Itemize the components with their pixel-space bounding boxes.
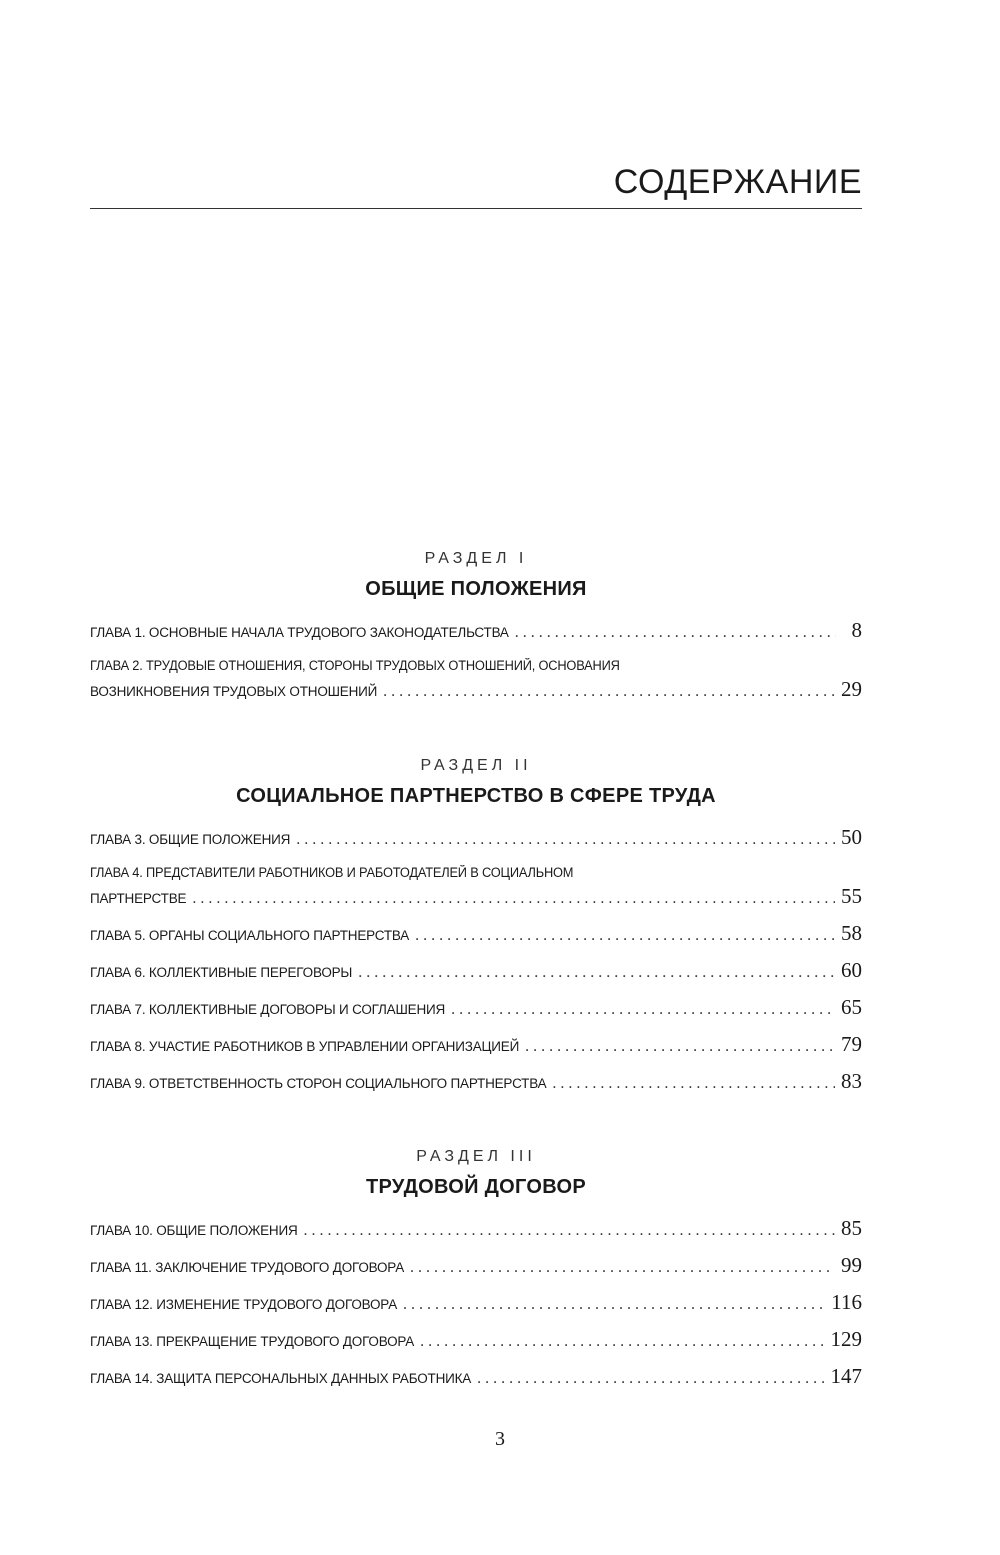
entry-title: ПАРТНЕРСТВЕ: [90, 891, 187, 906]
entry-title: ГЛАВА 13. ПРЕКРАЩЕНИЕ ТРУДОВОГО ДОГОВОРА: [90, 1334, 415, 1349]
toc-entry[interactable]: [90, 862, 862, 908]
entry-page: 65: [841, 995, 862, 1019]
entry-page: 129: [830, 1327, 862, 1351]
dot-leader: [192, 890, 835, 908]
toc-entry[interactable]: [90, 958, 862, 982]
entry-title: ГЛАВА 1. ОСНОВНЫЕ НАЧАЛА ТРУДОВОГО ЗАКОНОДАТЕЛЬСТВА: [90, 625, 509, 640]
dot-leader: [525, 1038, 835, 1056]
entry-page: 147: [830, 1364, 862, 1388]
entry-page: 116: [831, 1290, 862, 1314]
entry-page: 85: [841, 1216, 862, 1240]
entry-page: 29: [841, 677, 862, 701]
toc-entry[interactable]: [90, 618, 862, 642]
toc-entry[interactable]: [90, 1069, 862, 1093]
entry-title: ВОЗНИКНОВЕНИЯ ТРУДОВЫХ ОТНОШЕНИЙ: [90, 684, 378, 699]
entry-title: ГЛАВА 9. ОТВЕТСТВЕННОСТЬ СТОРОН СОЦИАЛЬНОГО ПАРТНЕРСТВА: [90, 1076, 547, 1091]
dot-leader: [304, 1222, 835, 1240]
dot-leader: [515, 624, 836, 642]
dot-leader: [420, 1333, 824, 1351]
dot-leader: [415, 927, 835, 945]
entry-page: 8: [851, 618, 862, 642]
toc-entry[interactable]: [90, 1216, 862, 1240]
entry-page: 55: [841, 884, 862, 908]
entry-page: 79: [841, 1032, 862, 1056]
section-label: РАЗДЕЛ I: [424, 550, 528, 567]
dot-leader: [383, 683, 835, 701]
entry-title-line: ГЛАВА 4. ПРЕДСТАВИТЕЛИ РАБОТНИКОВ И РАБОТОДАТЕЛЕЙ В СОЦИАЛЬНОМ: [90, 865, 574, 880]
entry-page: 60: [841, 958, 862, 982]
toc-section: [90, 757, 862, 1106]
toc-section: [90, 550, 862, 714]
dot-leader: [296, 831, 835, 849]
toc-entries: [90, 1216, 862, 1388]
entry-page: 58: [841, 921, 862, 945]
toc-section: [90, 1148, 862, 1401]
toc-entry[interactable]: [90, 1032, 862, 1056]
title-rule: [90, 208, 862, 209]
entry-title-line: ГЛАВА 2. ТРУДОВЫЕ ОТНОШЕНИЯ, СТОРОНЫ ТРУДОВЫХ ОТНОШЕНИЙ, ОСНОВАНИЯ: [90, 658, 620, 673]
toc-entry[interactable]: [90, 995, 862, 1019]
entry-title: ГЛАВА 7. КОЛЛЕКТИВНЫЕ ДОГОВОРЫ И СОГЛАШЕНИЯ: [90, 1002, 446, 1017]
toc-entry[interactable]: [90, 1290, 862, 1314]
toc-entries: [90, 618, 862, 701]
dot-leader: [477, 1370, 824, 1388]
toc-entry[interactable]: [90, 655, 862, 701]
toc-entries: [90, 825, 862, 1093]
section-heading: ОБЩИЕ ПОЛОЖЕНИЯ: [365, 578, 587, 600]
entry-title: ГЛАВА 5. ОРГАНЫ СОЦИАЛЬНОГО ПАРТНЕРСТВА: [90, 928, 410, 943]
entry-title: ГЛАВА 14. ЗАЩИТА ПЕРСОНАЛЬНЫХ ДАННЫХ РАБОТНИКА: [90, 1371, 472, 1386]
section-label: РАЗДЕЛ II: [420, 757, 532, 774]
entry-title: ГЛАВА 12. ИЗМЕНЕНИЕ ТРУДОВОГО ДОГОВОРА: [90, 1297, 398, 1312]
dot-leader: [451, 1001, 835, 1019]
toc-entry[interactable]: [90, 1253, 862, 1277]
entry-page: 99: [841, 1253, 862, 1277]
dot-leader: [403, 1296, 825, 1314]
entry-title: ГЛАВА 3. ОБЩИЕ ПОЛОЖЕНИЯ: [90, 832, 291, 847]
entry-title: ГЛАВА 11. ЗАКЛЮЧЕНИЕ ТРУДОВОГО ДОГОВОРА: [90, 1260, 405, 1275]
dot-leader: [552, 1075, 835, 1093]
section-heading: ТРУДОВОЙ ДОГОВОР: [365, 1176, 587, 1198]
entry-title: ГЛАВА 6. КОЛЛЕКТИВНЫЕ ПЕРЕГОВОРЫ: [90, 965, 353, 980]
section-label: РАЗДЕЛ III: [416, 1148, 536, 1165]
section-heading: СОЦИАЛЬНОЕ ПАРТНЕРСТВО В СФЕРЕ ТРУДА: [236, 785, 716, 807]
entry-page: 50: [841, 825, 862, 849]
dot-leader: [358, 964, 835, 982]
page-number: 3: [495, 1428, 505, 1450]
entry-title: ГЛАВА 10. ОБЩИЕ ПОЛОЖЕНИЯ: [90, 1223, 298, 1238]
dot-leader: [410, 1259, 835, 1277]
toc-entry[interactable]: [90, 1364, 862, 1388]
toc-entry[interactable]: [90, 921, 862, 945]
entry-page: 83: [841, 1069, 862, 1093]
entry-title: ГЛАВА 8. УЧАСТИЕ РАБОТНИКОВ В УПРАВЛЕНИИ ОРГАНИЗАЦИЕЙ: [90, 1039, 520, 1054]
toc-entry[interactable]: [90, 825, 862, 849]
page-title: СОДЕРЖАНИЕ: [613, 163, 862, 201]
toc-entry[interactable]: [90, 1327, 862, 1351]
